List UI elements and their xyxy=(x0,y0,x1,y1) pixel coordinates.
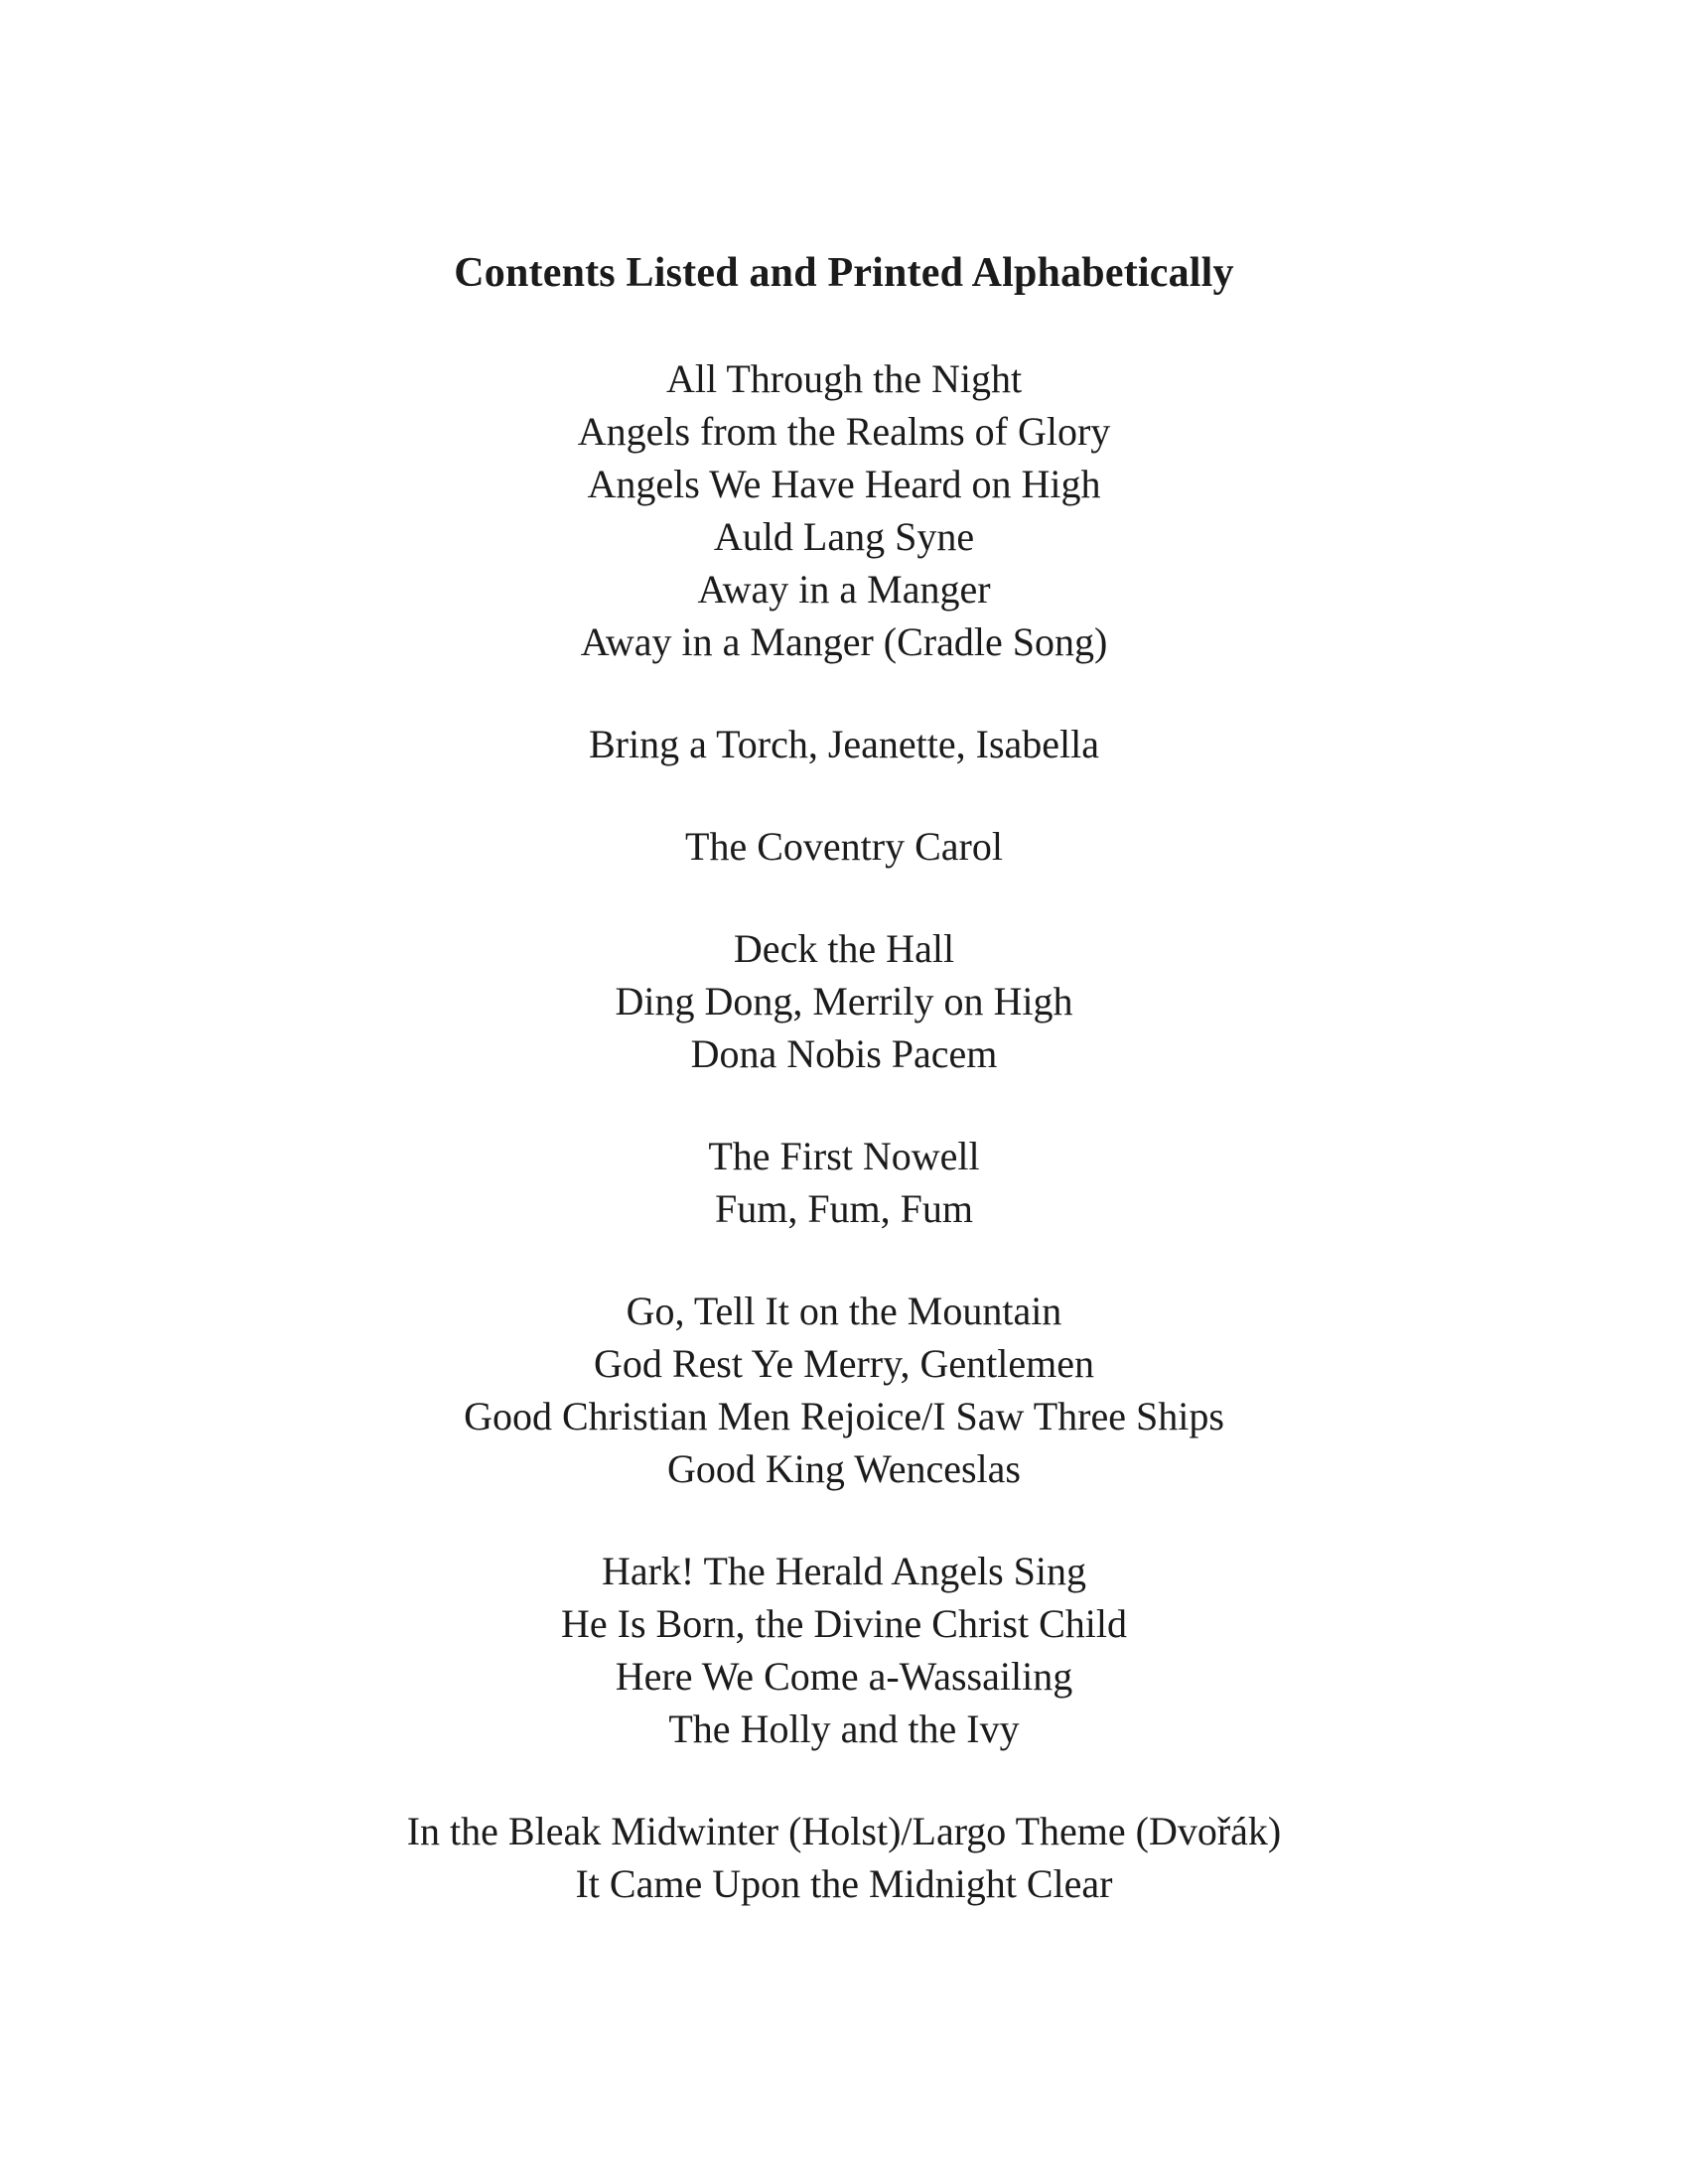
song-title-line: Auld Lang Syne xyxy=(713,514,975,559)
song-title-line: God Rest Ye Merry, Gentlemen xyxy=(593,1341,1094,1386)
song-title-line: Angels from the Realms of Glory xyxy=(577,409,1111,454)
toc-group-g xyxy=(0,1285,1688,1495)
song-title-line: Here We Come a-Wassailing xyxy=(615,1654,1073,1699)
toc-group-d xyxy=(0,922,1688,1080)
song-title-line: Away in a Manger (Cradle Song) xyxy=(580,619,1108,664)
toc-group-f xyxy=(0,1130,1688,1235)
page-title: Contents Listed and Printed Alphabetically xyxy=(454,250,1234,296)
song-title-line: He Is Born, the Divine Christ Child xyxy=(561,1601,1127,1646)
song-title-line: Fum, Fum, Fum xyxy=(714,1186,974,1231)
song-title-line: Deck the Hall xyxy=(733,926,955,971)
song-title-line: All Through the Night xyxy=(665,356,1023,401)
song-title-line: Ding Dong, Merrily on High xyxy=(615,979,1073,1024)
song-title-line: It Came Upon the Midnight Clear xyxy=(575,1861,1113,1906)
toc-group-i xyxy=(0,1805,1688,1910)
song-title-line: In the Bleak Midwinter (Holst)/Largo Theme (Dvořák) xyxy=(406,1809,1282,1853)
song-title-line: The First Nowell xyxy=(708,1134,980,1178)
song-title-line: Good Christian Men Rejoice/I Saw Three Ships xyxy=(464,1394,1224,1438)
song-title-line: Dona Nobis Pacem xyxy=(690,1031,998,1076)
song-title-line: Away in a Manger xyxy=(697,567,991,612)
song-title-line: The Coventry Carol xyxy=(685,824,1003,869)
toc-group-a xyxy=(0,352,1688,668)
toc-group-c xyxy=(0,820,1688,873)
song-title-line: Angels We Have Heard on High xyxy=(587,462,1101,506)
song-title-line: Good King Wenceslas xyxy=(667,1446,1021,1491)
toc-group-h xyxy=(0,1545,1688,1755)
toc-group-b xyxy=(0,718,1688,770)
song-title-line: Bring a Torch, Jeanette, Isabella xyxy=(588,722,1100,766)
contents-list xyxy=(0,352,1688,1910)
song-title-line: The Holly and the Ivy xyxy=(668,1706,1020,1751)
song-title-line: Go, Tell It on the Mountain xyxy=(626,1289,1062,1333)
song-title-line: Hark! The Herald Angels Sing xyxy=(601,1549,1087,1593)
